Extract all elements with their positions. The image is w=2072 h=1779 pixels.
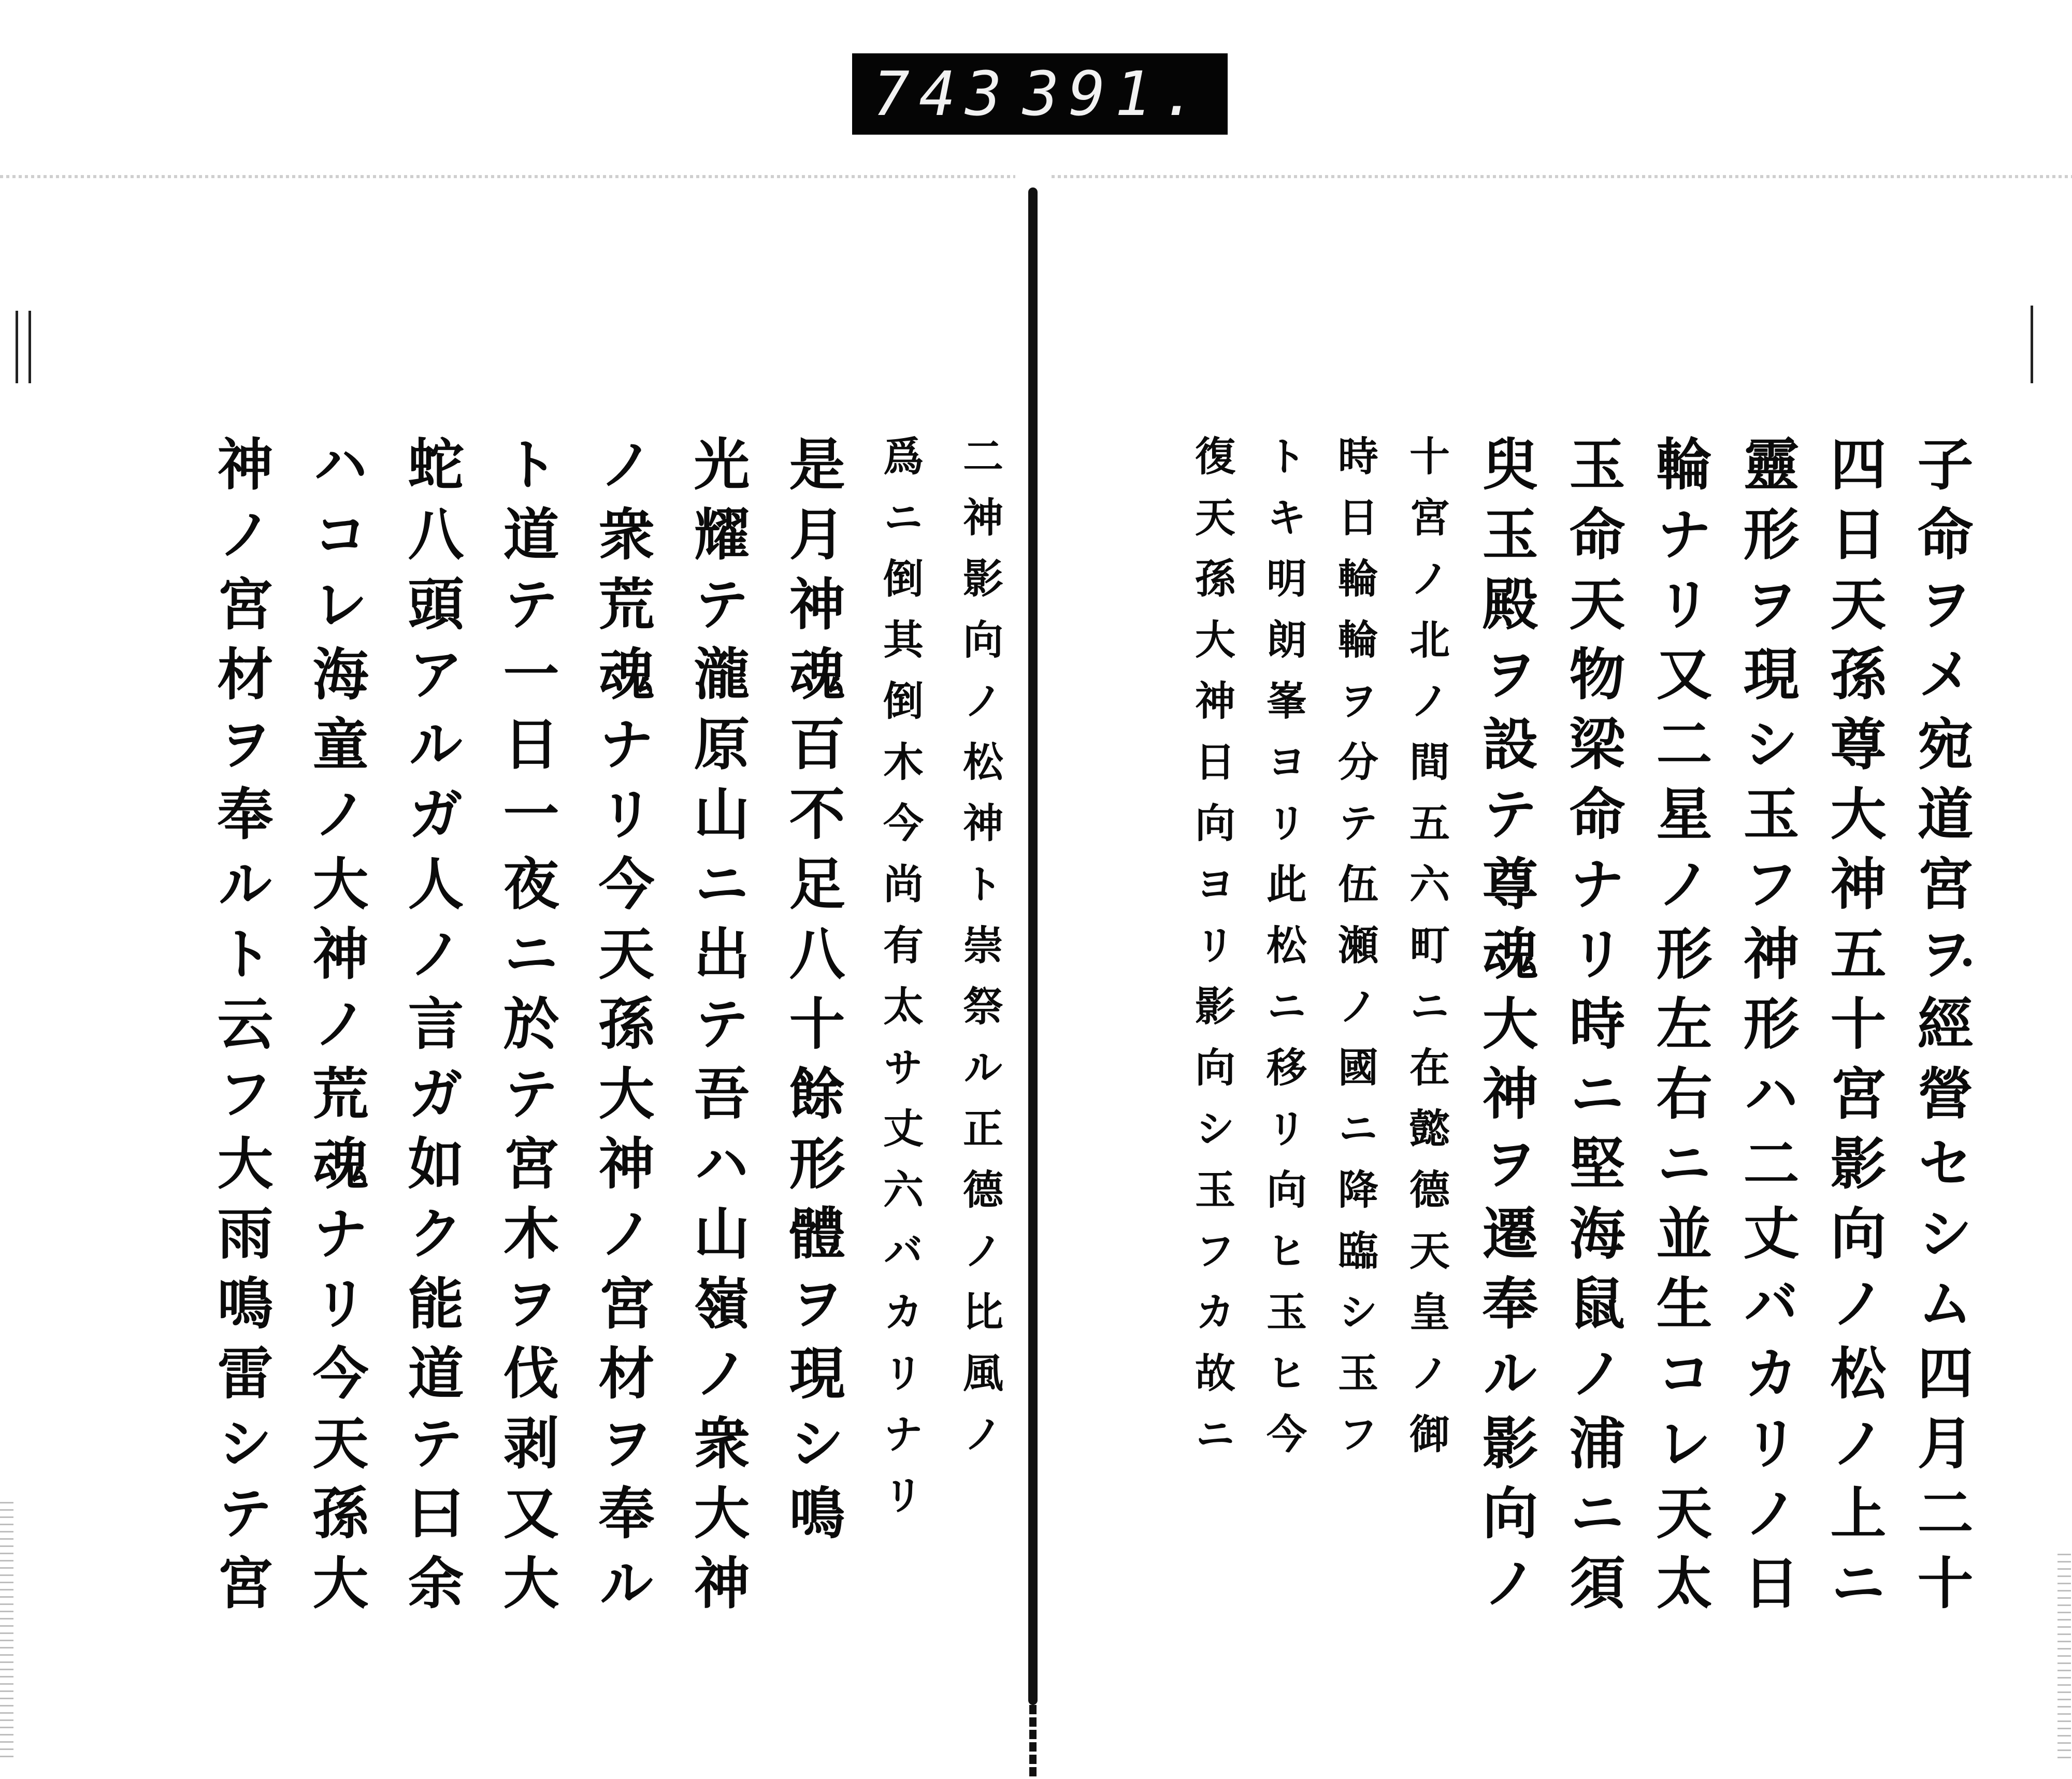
right-page-column-7: 十宮ノ北ノ間五六町ニ在懿德天皇ノ御 — [1403, 435, 1450, 1474]
right-page-column-3: 靈形ヲ現シ玉フ神形ハ二丈バカリノ日 — [1734, 435, 1799, 1624]
left-page-column-1: 二神影向ノ松神ト崇祭ル正德ノ比風ノ — [956, 435, 1003, 1474]
margin-rule-right-1 — [2031, 306, 2033, 383]
left-page-column-4: 光耀テ瀧原山ニ出テ吾ハ山嶺ノ衆大神 — [684, 435, 750, 1624]
left-page-columns — [124, 435, 1003, 1626]
left-page-column-3: 是月神魂百不足八十餘形體ヲ現シ鳴 — [780, 435, 845, 1554]
right-page-column-1: 子命ヲメ宛道宮ヲ經營セシム四月二十 — [1908, 435, 1973, 1624]
right-page-column-6: 臾玉殿ヲ設テ尊魂大神ヲ遷奉ル影向ノ — [1473, 435, 1538, 1624]
book-spine-tail — [1029, 1705, 1037, 1777]
scan-specks-right — [2057, 1554, 2071, 1761]
margin-rule-left-1 — [16, 311, 18, 383]
frame-number-right: 391. — [1022, 58, 1207, 129]
left-page-column-9: 神ノ宮材ヲ奉ルト云フ大雨鳴雷シテ宮 — [208, 435, 273, 1624]
left-page-column-7: 蛇八頭アルガ人ノ言ガ如ク能道テ曰余 — [398, 435, 464, 1624]
left-page-column-6: ト道テ一日一夜ニ於テ宮木ヲ伐剥又大 — [494, 435, 559, 1624]
right-page — [1093, 435, 1973, 1626]
scan-specks-left — [0, 1502, 13, 1761]
left-page — [124, 435, 1003, 1626]
left-page-column-5: ノ衆荒魂ナリ今天孫大神ノ宮材ヲ奉ル — [589, 435, 654, 1624]
left-page-column-8: ハコレ海童ノ大神ノ荒魂ナリ今天孫大 — [303, 435, 368, 1624]
right-page-column-8: 時日輪輪ヲ分テ伍瀬ノ國ニ降臨シ玉フ — [1331, 435, 1378, 1474]
microfilm-frame-label — [852, 53, 1228, 135]
book-spine-divider — [1028, 187, 1038, 1705]
scan-edge-left — [0, 175, 1015, 178]
margin-rule-left-2 — [28, 311, 31, 383]
frame-number-left: 743 — [873, 58, 1012, 129]
left-page-column-2: 爲ニ倒其倒木今尚有太サ丈六バカリナリ — [876, 435, 924, 1535]
right-page-column-10: 復天孫大神日向ヨリ影向シ玉フカ故ニ — [1188, 435, 1235, 1474]
right-page-columns — [1093, 435, 1973, 1626]
scan-edge-right — [1052, 175, 2072, 178]
right-page-column-9: トキ明朗峯ヨリ此松ニ移リ向ヒ玉ヒ今 — [1260, 435, 1307, 1474]
right-page-column-2: 四日天孫尊大神五十宮影向ノ松ノ上ニ — [1821, 435, 1886, 1624]
right-page-column-5: 玉命天物梁命ナリ時ニ堅海鼠ノ浦ニ須 — [1560, 435, 1625, 1624]
right-page-column-4: 輪ナリ又二星ノ形左右ニ並生コレ天太 — [1647, 435, 1712, 1624]
